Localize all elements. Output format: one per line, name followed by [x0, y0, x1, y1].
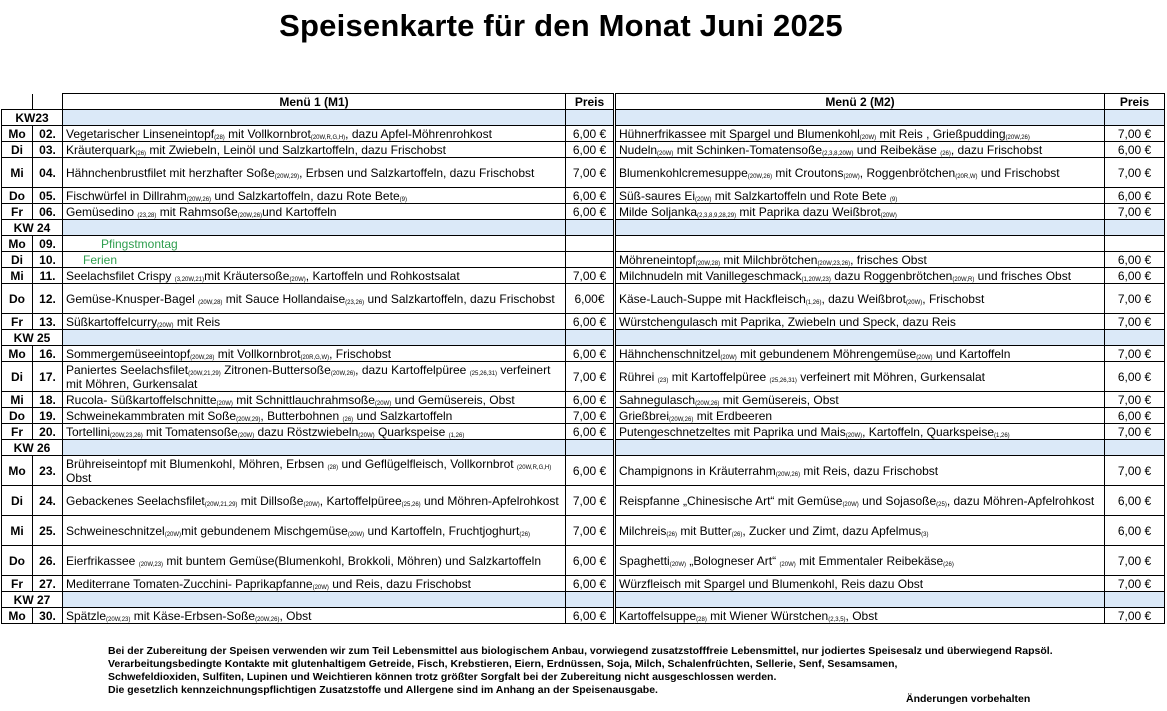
menu2-price: 7,00 €: [1105, 576, 1165, 592]
week-fill: [566, 110, 614, 126]
menu1-price: 7,00 €: [566, 268, 614, 284]
menu1-price: 7,00 €: [566, 158, 614, 188]
menu2-dish: [616, 236, 1105, 252]
day-row: [2, 608, 1165, 624]
menu1-dish: Gemüsedino $_{(23,28)}$ mit Rahmsoße$_{(20W,26)}$und Kartoffeln: [63, 204, 566, 220]
week-label: KW 26: [2, 440, 63, 456]
weekday: Mo: [2, 126, 33, 142]
day-row: [2, 546, 1165, 576]
week-fill: [566, 220, 614, 236]
menu1-dish: Fischwürfel in Dillrahm$_{(20W,26)}$ und Salzkartoffeln, dazu Rote Bete$_{(9)}$: [63, 188, 566, 204]
menu1-dish: Eierfrikassee $_{(20W,23)}$ mit buntem Gemüse(Blumenkohl, Brokkoli, Möhren) und Salzkartoffeln: [63, 546, 566, 576]
menu1-price: [566, 252, 614, 268]
page-title: Speisenkarte für den Monat Juni 2025: [279, 8, 843, 43]
menu1-dish: Gebackenes Seelachsfilet$_{(20W,21,29)}$ mit Dillsoße$_{(20W)}$, Kartoffelpüree$_{(25,26)}$ und Möhren-Apfelrohkost: [63, 486, 566, 516]
date: 24.: [33, 486, 63, 516]
date: 05.: [33, 188, 63, 204]
week-fill: [63, 220, 566, 236]
footer-line: Die gesetzlich kennzeichnungspflichtigen Zusatzstoffe und Allergene sind im Anhang an der Speisenausgabe.: [108, 684, 658, 696]
menu1-price: 6,00 €: [566, 576, 614, 592]
date: 02.: [33, 126, 63, 142]
date: 16.: [33, 346, 63, 362]
menu1-dish: Süßkartoffelcurry$_{(20W)}$ mit Reis: [63, 314, 566, 330]
menu2-price: 7,00 €: [1105, 126, 1165, 142]
menu2-price: 6,00 €: [1105, 408, 1165, 424]
week-fill: [616, 330, 1105, 346]
date: 18.: [33, 392, 63, 408]
menu1-dish: Schweinekammbraten mit Soße$_{(20W,29)}$, Butterbohnen $_{(26)}$ und Salzkartoffeln: [63, 408, 566, 424]
menu2-dish: Sahnegulasch$_{(20W,26)}$ mit Gemüsereis, Obst: [616, 392, 1105, 408]
changes-note: Änderungen vorbehalten: [906, 693, 1031, 705]
weekday: Fr: [2, 424, 33, 440]
weekday: Do: [2, 188, 33, 204]
menu2-dish: Hähnchenschnitzel$_{(20W)}$ mit gebundenem Möhrengemüse$_{(20W)}$ und Kartoffeln: [616, 346, 1105, 362]
week-fill: [63, 592, 566, 608]
menu1-price: 7,00 €: [566, 362, 614, 392]
footer-line: Verarbeitungsbedingte Kontakte mit glutenhaltigem Getreide, Fisch, Krebstieren, Eiern, Erdnüssen, Soja, Milch, Schalenfrüchten, Sellerie, Senf, Sesamsamen,: [108, 658, 898, 670]
menu1-dish: Pfingstmontag: [63, 236, 566, 252]
weekday: Di: [2, 486, 33, 516]
menu1-price: 6,00 €: [566, 314, 614, 330]
menu1-price: 6,00 €: [566, 546, 614, 576]
day-row: [2, 456, 1165, 486]
menu2-dish: Würzfleisch mit Spargel und Blumenkohl, Reis dazu Obst: [616, 576, 1105, 592]
menu2-dish: Milchreis$_{(26)}$ mit Butter$_{(26)}$, Zucker und Zimt, dazu Apfelmus$_{(3)}$: [616, 516, 1105, 546]
menu-table: [1, 93, 1165, 624]
day-row: [2, 424, 1165, 440]
week-fill: [616, 592, 1105, 608]
day-row: [2, 126, 1165, 142]
menu2-dish: Nudeln$_{(20W)}$ mit Schinken-Tomatensoße$_{(2,3,8,20W)}$ und Reibekäse $_{(26)}$, dazu Frischobst: [616, 142, 1105, 158]
day-row: [2, 236, 1165, 252]
menu2-dish: Reispfanne „Chinesische Art“ mit Gemüse$_{(20W)}$ und Sojasoße$_{(25)}$, dazu Möhren-Apfelrohkost: [616, 486, 1105, 516]
week-row: [2, 592, 1165, 608]
week-label: KW 25: [2, 330, 63, 346]
menu2-dish: Milde Soljanka$_{(2,3,8,9,28,29)}$ mit Paprika dazu Weißbrot$_{(20W)}$: [616, 204, 1105, 220]
menu1-price: 6,00 €: [566, 346, 614, 362]
menu2-price: 7,00 €: [1105, 392, 1165, 408]
day-row: [2, 516, 1165, 546]
menu2-price: 6,00 €: [1105, 362, 1165, 392]
menu1-price: 6,00 €: [566, 142, 614, 158]
date: 23.: [33, 456, 63, 486]
menu1-dish: Spätzle$_{(20W,23)}$ mit Käse-Erbsen-Soße$_{(20W,26)}$, Obst: [63, 608, 566, 624]
menu1-dish: Hähnchenbrustfilet mit herzhafter Soße$_{(20W,29)}$, Erbsen und Salzkartoffeln, dazu Frischobst: [63, 158, 566, 188]
menu1-price: 6,00€: [566, 284, 614, 314]
menu1-price: 6,00 €: [566, 204, 614, 220]
menu2-price: 7,00 €: [1105, 546, 1165, 576]
menu2-price: 6,00 €: [1105, 252, 1165, 268]
menu1-price: 7,00 €: [566, 486, 614, 516]
menu1-price: 6,00 €: [566, 126, 614, 142]
weekday: Mo: [2, 236, 33, 252]
weekday: Di: [2, 142, 33, 158]
week-fill: [566, 592, 614, 608]
day-row: [2, 346, 1165, 362]
week-row: [2, 440, 1165, 456]
date: 17.: [33, 362, 63, 392]
menu2-price: [1105, 236, 1165, 252]
week-fill: [1105, 330, 1165, 346]
week-row: [2, 110, 1165, 126]
menu2-dish: Grießbrei$_{(20W,26)}$ mit Erdbeeren: [616, 408, 1105, 424]
price1-header: Preis: [566, 94, 614, 110]
weekday: Mi: [2, 268, 33, 284]
week-fill: [616, 110, 1105, 126]
menu2-price: 7,00 €: [1105, 158, 1165, 188]
weekday: Di: [2, 252, 33, 268]
menu1-price: [566, 236, 614, 252]
menu1-dish: Sommergemüseeintopf$_{(20W,28)}$ mit Vollkornbrot$_{(20R,G,W)}$, Frischobst: [63, 346, 566, 362]
menu2-price: 6,00 €: [1105, 188, 1165, 204]
day-row: [2, 252, 1165, 268]
day-row: [2, 268, 1165, 284]
day-row: [2, 486, 1165, 516]
week-fill: [63, 110, 566, 126]
menu2-price: 7,00 €: [1105, 314, 1165, 330]
day-row: [2, 284, 1165, 314]
week-fill: [616, 440, 1105, 456]
menu2-price: 7,00 €: [1105, 424, 1165, 440]
week-label: KW 24: [2, 220, 63, 236]
date: 30.: [33, 608, 63, 624]
footer-line: Schwefeldioxiden, Sulfiten, Lupinen und Weichtieren können trotz größter Sorgfalt bei der Zubereitung nicht ausgeschlossen werden.: [108, 671, 777, 683]
day-row: [2, 204, 1165, 220]
weekday: Mi: [2, 392, 33, 408]
menu2-price: 7,00 €: [1105, 204, 1165, 220]
week-fill: [1105, 592, 1165, 608]
week-row: [2, 330, 1165, 346]
date: 03.: [33, 142, 63, 158]
day-row: [2, 392, 1165, 408]
weekday: Fr: [2, 204, 33, 220]
menu2-price: 6,00 €: [1105, 486, 1165, 516]
footer-notes: [108, 645, 1053, 697]
date: 10.: [33, 252, 63, 268]
menu1-dish: Rucola- Süßkartoffelschnitte$_{(20W)}$ mit Schnittlauchrahmsoße$_{(20W)}$ und Gemüsereis, Obst: [63, 392, 566, 408]
date: 27.: [33, 576, 63, 592]
week-fill: [566, 440, 614, 456]
weekday: Fr: [2, 314, 33, 330]
date: 04.: [33, 158, 63, 188]
menu1-dish: Kräuterquark$_{(26)}$ mit Zwiebeln, Leinöl und Salzkartoffeln, dazu Frischobst: [63, 142, 566, 158]
date: 19.: [33, 408, 63, 424]
menu2-dish: Champignons in Kräuterrahm$_{(20W,26)}$ mit Reis, dazu Frischobst: [616, 456, 1105, 486]
day-row: [2, 362, 1165, 392]
menu1-dish: Mediterrane Tomaten-Zucchini- Paprikapfanne$_{(20W)}$ und Reis, dazu Frischobst: [63, 576, 566, 592]
menu2-dish: Blumenkohlcremesuppe$_{(20W,26)}$ mit Croutons$_{(20W)}$, Roggenbrötchen$_{(20R,W)}$ und Frischobst: [616, 158, 1105, 188]
menu2-dish: Hühnerfrikassee mit Spargel und Blumenkohl$_{(20W)}$ mit Reis , Grießpudding$_{(20W,26)}$: [616, 126, 1105, 142]
menu2-dish: Putengeschnetzeltes mit Paprika und Mais$_{(20W)}$, Kartoffeln, Quarkspeise$_{(1,26)}$: [616, 424, 1105, 440]
menu1-dish: Schweineschnitzel$_{(20W)}$mit gebundenem Mischgemüse$_{(20W)}$ und Kartoffeln, Fruchtjoghurt$_{(26)}$: [63, 516, 566, 546]
weekday: Do: [2, 284, 33, 314]
week-fill: [1105, 110, 1165, 126]
menu2-price: 6,00 €: [1105, 268, 1165, 284]
week-fill: [566, 330, 614, 346]
table-header-row: [2, 94, 1165, 110]
menu2-dish: Milchnudeln mit Vanillegeschmack$_{(1,20W,23)}$ dazu Roggenbrötchen$_{(20W,R)}$ und frisches Obst: [616, 268, 1105, 284]
menu1-dish: Gemüse-Knusper-Bagel $_{(20W,28)}$ mit Sauce Hollandaise$_{(23,26)}$ und Salzkartoffeln, dazu Frischobst: [63, 284, 566, 314]
day-row: [2, 314, 1165, 330]
menu1-dish: Paniertes Seelachsfilet$_{(20W,21,29)}$ Zitronen-Buttersoße$_{(20W,26)}$, dazu Kartoffelpüree $_{(25,26,31)}$ verfeinert mit Möhren, Gurkensalat: [63, 362, 566, 392]
day-row: [2, 408, 1165, 424]
menu1-price: 7,00 €: [566, 516, 614, 546]
menu-body: [2, 110, 1165, 624]
menu2-price: 7,00 €: [1105, 284, 1165, 314]
weekday: Mo: [2, 456, 33, 486]
week-fill: [616, 220, 1105, 236]
weekday: Fr: [2, 576, 33, 592]
menu1-price: 7,00 €: [566, 408, 614, 424]
date: 20.: [33, 424, 63, 440]
menu2-price: 7,00 €: [1105, 456, 1165, 486]
weekday: Mi: [2, 158, 33, 188]
week-fill: [1105, 440, 1165, 456]
menu2-header: Menü 2 (M2): [616, 94, 1105, 110]
date: 13.: [33, 314, 63, 330]
menu1-price: 6,00 €: [566, 424, 614, 440]
day-row: [2, 576, 1165, 592]
weekday: Mo: [2, 608, 33, 624]
date: 12.: [33, 284, 63, 314]
week-fill: [63, 440, 566, 456]
week-fill: [1105, 220, 1165, 236]
menu2-dish: Möhreneintopf$_{(20W,28)}$ mit Milchbrötchen$_{(20W,23,26)}$, frisches Obst: [616, 252, 1105, 268]
menu2-dish: Rührei $_{(23)}$ mit Kartoffelpüree $_{(25,26,31)}$ verfeinert mit Möhren, Gurkensalat: [616, 362, 1105, 392]
week-fill: [63, 330, 566, 346]
weekday: Mi: [2, 516, 33, 546]
menu1-price: 6,00 €: [566, 456, 614, 486]
weekday: Do: [2, 408, 33, 424]
date: 25.: [33, 516, 63, 546]
menu2-price: 7,00 €: [1105, 346, 1165, 362]
menu2-dish: Süß-saures $Ei_{(20W)}$ mit Salzkartoffeln und Rote Bete $_{(9)}$: [616, 188, 1105, 204]
menu2-dish: Spaghetti$_{(20W)}$ „Bologneser Art“ $_{(20W)}$ mit Emmentaler Reibekäse$_{(26)}$: [616, 546, 1105, 576]
weekday: Do: [2, 546, 33, 576]
menu2-dish: Würstchengulasch mit Paprika, Zwiebeln und Speck, dazu Reis: [616, 314, 1105, 330]
menu2-dish: Käse-Lauch-Suppe mit Hackfleisch$_{(1,26)}$, dazu Weißbrot$_{(20W)}$, Frischobst: [616, 284, 1105, 314]
menu1-dish: Vegetarischer Linseneintopf$_{(28)}$ mit Vollkornbrot$_{(20W,R,G,H)}$, dazu Apfel-Möhrenrohkost: [63, 126, 566, 142]
date: 09.: [33, 236, 63, 252]
date: 06.: [33, 204, 63, 220]
price2-header: Preis: [1105, 94, 1165, 110]
menu2-dish: Kartoffelsuppe$_{(28)}$ mit Wiener Würstchen$_{(2,3,5)}$, Obst: [616, 608, 1105, 624]
week-label: KW23: [2, 110, 63, 126]
day-row: [2, 142, 1165, 158]
week-row: [2, 220, 1165, 236]
menu2-price: 6,00 €: [1105, 516, 1165, 546]
week-label: KW 27: [2, 592, 63, 608]
menu1-dish: Brühreiseintopf mit Blumenkohl, Möhren, Erbsen $_{(28)}$ und Geflügelfleisch, Vollkornbrot $_{(20W,R,G,H)}$ Obst: [63, 456, 566, 486]
menu2-price: 6,00 €: [1105, 142, 1165, 158]
menu1-price: 6,00 €: [566, 188, 614, 204]
date: 26.: [33, 546, 63, 576]
date: 11.: [33, 268, 63, 284]
menu1-price: 6,00 €: [566, 608, 614, 624]
day-row: [2, 158, 1165, 188]
weekday: Di: [2, 362, 33, 392]
menu1-price: 6,00 €: [566, 392, 614, 408]
day-row: [2, 188, 1165, 204]
menu1-header: Menü 1 (M1): [63, 94, 566, 110]
footer-line: Bei der Zubereitung der Speisen verwenden wir zum Teil Lebensmittel aus biologischem Anbau, vorwiegend zusatzstofffreie Lebensmittel, nur jodiertes Speisesalz und überwiegend Rapsöl.: [108, 645, 1053, 657]
menu1-dish: Seelachsfilet Crispy $_{(3,20W,21)}$mit Kräutersoße$_{(20W)}$, Kartoffeln und Rohkostsalat: [63, 268, 566, 284]
menu2-price: 7,00 €: [1105, 608, 1165, 624]
menu1-dish: Tortellini$_{(20W,23,26)}$ mit Tomatensoße$_{(20W)}$ dazu Röstzwiebeln$_{(20W)}$ Quarkspeise $_{(1,26)}$: [63, 424, 566, 440]
menu1-dish: Ferien: [63, 252, 566, 268]
weekday: Mo: [2, 346, 33, 362]
